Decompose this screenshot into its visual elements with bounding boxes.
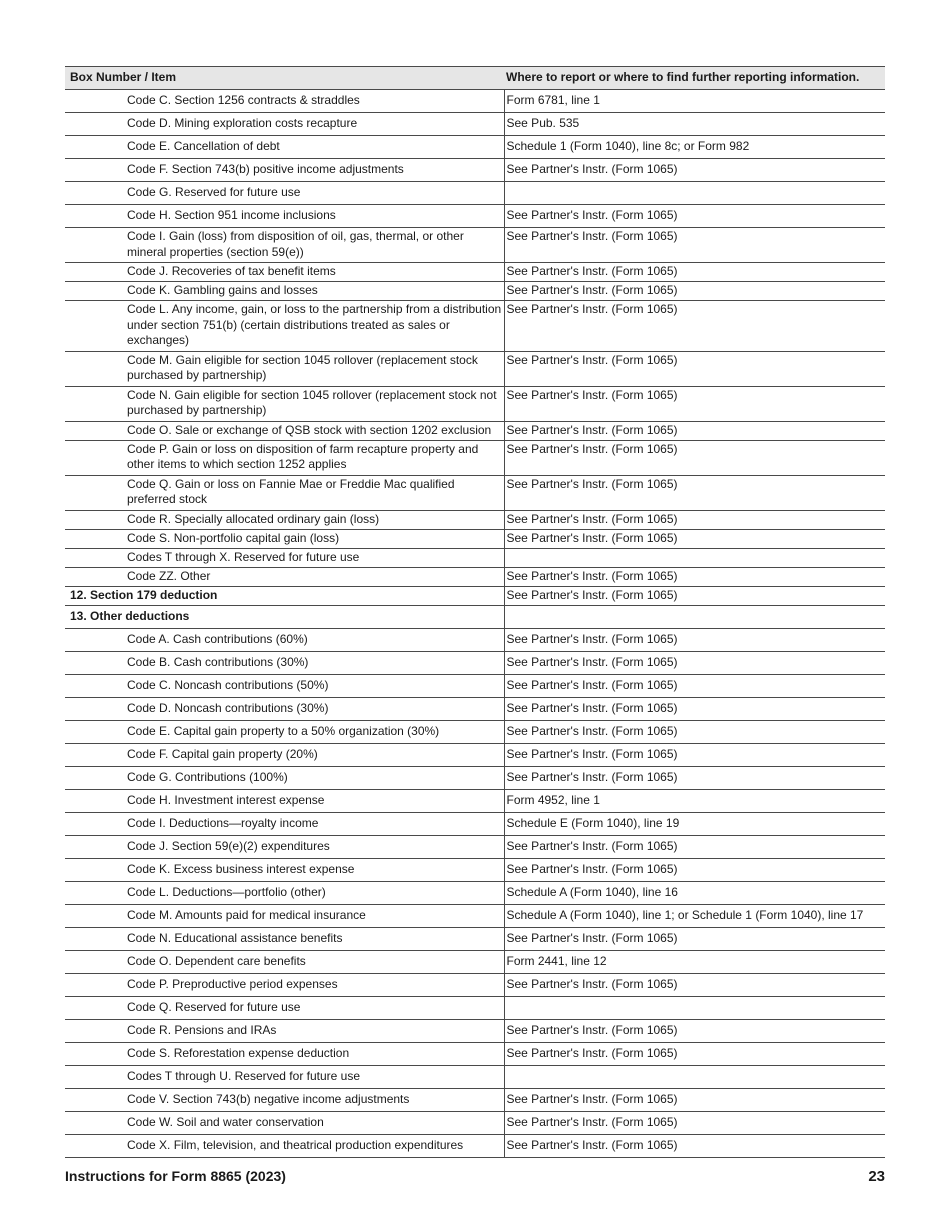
table-row (65, 651, 885, 674)
table-body (65, 90, 885, 1158)
table-row (65, 904, 885, 927)
reporting-location-cell: See Partner's Instr. (Form 1065) (504, 720, 885, 743)
indent-cell (65, 90, 124, 113)
table-row (65, 950, 885, 973)
code-item-cell: Code Q. Reserved for future use (124, 996, 504, 1019)
code-item-cell: Code L. Any income, gain, or loss to the partnership from a distribution under section 751(b) (certain distributions treated as sales or exchanges) (124, 301, 504, 352)
indent-cell (65, 950, 124, 973)
reporting-location-cell (504, 605, 885, 628)
code-item-cell: Code K. Gambling gains and losses (124, 282, 504, 301)
code-item-cell: Code W. Soil and water conservation (124, 1111, 504, 1134)
indent-cell (65, 1088, 124, 1111)
indent-cell (65, 927, 124, 950)
code-item-cell: Code K. Excess business interest expense (124, 858, 504, 881)
table-row (65, 90, 885, 113)
reporting-location-cell: Schedule E (Form 1040), line 19 (504, 812, 885, 835)
section-row (65, 605, 885, 628)
table-row (65, 973, 885, 996)
table-header-row (65, 67, 885, 90)
reporting-location-cell: See Partner's Instr. (Form 1065) (504, 1134, 885, 1157)
table-row (65, 766, 885, 789)
reporting-location-cell (504, 1065, 885, 1088)
section-heading: 13. Other deductions (65, 605, 504, 628)
reporting-location-cell: See Partner's Instr. (Form 1065) (504, 301, 885, 352)
page-number: 23 (868, 1168, 885, 1185)
reporting-location-cell: See Partner's Instr. (Form 1065) (504, 159, 885, 182)
reporting-location-cell: See Partner's Instr. (Form 1065) (504, 858, 885, 881)
reporting-location-cell (504, 548, 885, 567)
indent-cell (65, 651, 124, 674)
code-item-cell: Code ZZ. Other (124, 567, 504, 586)
code-item-cell: Code G. Contributions (100%) (124, 766, 504, 789)
table-row (65, 159, 885, 182)
table-row (65, 1134, 885, 1157)
column-header-item: Box Number / Item (65, 67, 504, 90)
reporting-location-cell: See Partner's Instr. (Form 1065) (504, 228, 885, 263)
indent-cell (65, 351, 124, 386)
reporting-location-cell: Schedule A (Form 1040), line 1; or Schedule 1 (Form 1040), line 17 (504, 904, 885, 927)
indent-cell (65, 228, 124, 263)
code-item-cell: Code R. Pensions and IRAs (124, 1019, 504, 1042)
indent-cell (65, 1111, 124, 1134)
reporting-location-cell: See Partner's Instr. (Form 1065) (504, 386, 885, 421)
reporting-location-cell: See Partner's Instr. (Form 1065) (504, 263, 885, 282)
reporting-location-cell: Schedule 1 (Form 1040), line 8c; or Form 982 (504, 136, 885, 159)
section-heading: 12. Section 179 deduction (65, 586, 504, 605)
code-item-cell: Code L. Deductions—portfolio (other) (124, 881, 504, 904)
table-row (65, 205, 885, 228)
table-row (65, 1065, 885, 1088)
table-row (65, 351, 885, 386)
code-item-cell: Code I. Gain (loss) from disposition of oil, gas, thermal, or other mineral properties (section 59(e)) (124, 228, 504, 263)
table-row (65, 1019, 885, 1042)
table-row (65, 529, 885, 548)
indent-cell (65, 904, 124, 927)
reporting-location-cell: See Partner's Instr. (Form 1065) (504, 529, 885, 548)
indent-cell (65, 282, 124, 301)
reporting-location-cell: See Partner's Instr. (Form 1065) (504, 440, 885, 475)
indent-cell (65, 1065, 124, 1088)
code-item-cell: Code I. Deductions—royalty income (124, 812, 504, 835)
reporting-location-cell: See Partner's Instr. (Form 1065) (504, 835, 885, 858)
code-item-cell: Code F. Section 743(b) positive income adjustments (124, 159, 504, 182)
code-item-cell: Code H. Investment interest expense (124, 789, 504, 812)
code-item-cell: Code Q. Gain or loss on Fannie Mae or Freddie Mac qualified preferred stock (124, 475, 504, 510)
indent-cell (65, 881, 124, 904)
table-row (65, 743, 885, 766)
reporting-location-cell: See Partner's Instr. (Form 1065) (504, 1019, 885, 1042)
table-row (65, 301, 885, 352)
table-row (65, 697, 885, 720)
indent-cell (65, 835, 124, 858)
table-row (65, 674, 885, 697)
table-row (65, 182, 885, 205)
indent-cell (65, 159, 124, 182)
code-item-cell: Code H. Section 951 income inclusions (124, 205, 504, 228)
indent-cell (65, 1019, 124, 1042)
codes-table (65, 66, 885, 1158)
indent-cell (65, 182, 124, 205)
code-item-cell: Code G. Reserved for future use (124, 182, 504, 205)
indent-cell (65, 567, 124, 586)
table-row (65, 440, 885, 475)
table-row (65, 567, 885, 586)
indent-cell (65, 386, 124, 421)
indent-cell (65, 697, 124, 720)
indent-cell (65, 720, 124, 743)
reporting-location-cell: Form 2441, line 12 (504, 950, 885, 973)
code-item-cell: Code O. Dependent care benefits (124, 950, 504, 973)
table-row (65, 720, 885, 743)
reporting-location-cell: See Partner's Instr. (Form 1065) (504, 351, 885, 386)
reporting-location-cell: See Partner's Instr. (Form 1065) (504, 586, 885, 605)
indent-cell (65, 548, 124, 567)
code-item-cell: Code A. Cash contributions (60%) (124, 628, 504, 651)
code-item-cell: Code P. Preproductive period expenses (124, 973, 504, 996)
reporting-location-cell: See Partner's Instr. (Form 1065) (504, 651, 885, 674)
indent-cell (65, 1042, 124, 1065)
reporting-location-cell: See Partner's Instr. (Form 1065) (504, 973, 885, 996)
code-item-cell: Code D. Mining exploration costs recapture (124, 113, 504, 136)
indent-cell (65, 996, 124, 1019)
code-item-cell: Code P. Gain or loss on disposition of farm recapture property and other items to which section 1252 applies (124, 440, 504, 475)
table-row (65, 835, 885, 858)
table-row (65, 548, 885, 567)
reporting-location-cell: See Partner's Instr. (Form 1065) (504, 1088, 885, 1111)
code-item-cell: Code M. Amounts paid for medical insurance (124, 904, 504, 927)
indent-cell (65, 628, 124, 651)
code-item-cell: Code J. Section 59(e)(2) expenditures (124, 835, 504, 858)
table-row (65, 113, 885, 136)
table-row (65, 386, 885, 421)
reporting-location-cell (504, 182, 885, 205)
code-item-cell: Code B. Cash contributions (30%) (124, 651, 504, 674)
reporting-location-cell: See Partner's Instr. (Form 1065) (504, 697, 885, 720)
indent-cell (65, 743, 124, 766)
reporting-location-cell: See Partner's Instr. (Form 1065) (504, 421, 885, 440)
indent-cell (65, 1134, 124, 1157)
reporting-location-cell: See Partner's Instr. (Form 1065) (504, 510, 885, 529)
reporting-location-cell: Form 4952, line 1 (504, 789, 885, 812)
table-row (65, 927, 885, 950)
table-row (65, 421, 885, 440)
code-item-cell: Code D. Noncash contributions (30%) (124, 697, 504, 720)
code-item-cell: Code S. Non-portfolio capital gain (loss) (124, 529, 504, 548)
table-row (65, 858, 885, 881)
table-row (65, 996, 885, 1019)
reporting-location-cell: See Partner's Instr. (Form 1065) (504, 1042, 885, 1065)
indent-cell (65, 529, 124, 548)
reporting-location-cell: See Partner's Instr. (Form 1065) (504, 674, 885, 697)
section-row (65, 586, 885, 605)
column-header-where: Where to report or where to find further reporting information. (504, 67, 885, 90)
reporting-location-cell: See Partner's Instr. (Form 1065) (504, 567, 885, 586)
indent-cell (65, 766, 124, 789)
code-item-cell: Code C. Section 1256 contracts & straddles (124, 90, 504, 113)
indent-cell (65, 301, 124, 352)
reporting-location-cell: See Partner's Instr. (Form 1065) (504, 475, 885, 510)
table-row (65, 812, 885, 835)
footer-title: Instructions for Form 8865 (2023) (65, 1168, 286, 1184)
code-item-cell: Code N. Gain eligible for section 1045 rollover (replacement stock not purchased by partnership) (124, 386, 504, 421)
code-item-cell: Code S. Reforestation expense deduction (124, 1042, 504, 1065)
indent-cell (65, 789, 124, 812)
reporting-location-cell: See Pub. 535 (504, 113, 885, 136)
code-item-cell: Code V. Section 743(b) negative income adjustments (124, 1088, 504, 1111)
code-item-cell: Code M. Gain eligible for section 1045 rollover (replacement stock purchased by partnership) (124, 351, 504, 386)
indent-cell (65, 973, 124, 996)
reporting-location-cell: See Partner's Instr. (Form 1065) (504, 628, 885, 651)
table-row (65, 263, 885, 282)
indent-cell (65, 674, 124, 697)
indent-cell (65, 812, 124, 835)
code-item-cell: Code O. Sale or exchange of QSB stock with section 1202 exclusion (124, 421, 504, 440)
code-item-cell: Code C. Noncash contributions (50%) (124, 674, 504, 697)
indent-cell (65, 510, 124, 529)
code-item-cell: Codes T through U. Reserved for future use (124, 1065, 504, 1088)
reporting-location-cell: See Partner's Instr. (Form 1065) (504, 766, 885, 789)
code-item-cell: Code N. Educational assistance benefits (124, 927, 504, 950)
indent-cell (65, 113, 124, 136)
reporting-location-cell: See Partner's Instr. (Form 1065) (504, 205, 885, 228)
reporting-location-cell: See Partner's Instr. (Form 1065) (504, 282, 885, 301)
table-row (65, 475, 885, 510)
table-row (65, 1042, 885, 1065)
table-row (65, 881, 885, 904)
table-row (65, 228, 885, 263)
reporting-location-cell: Schedule A (Form 1040), line 16 (504, 881, 885, 904)
table-row (65, 1111, 885, 1134)
reporting-location-cell: Form 6781, line 1 (504, 90, 885, 113)
table-row (65, 1088, 885, 1111)
table-row (65, 282, 885, 301)
indent-cell (65, 440, 124, 475)
code-item-cell: Code E. Cancellation of debt (124, 136, 504, 159)
table-row (65, 136, 885, 159)
reporting-location-cell: See Partner's Instr. (Form 1065) (504, 1111, 885, 1134)
code-item-cell: Code F. Capital gain property (20%) (124, 743, 504, 766)
code-item-cell: Code X. Film, television, and theatrical production expenditures (124, 1134, 504, 1157)
reporting-location-cell: See Partner's Instr. (Form 1065) (504, 743, 885, 766)
reporting-location-cell (504, 996, 885, 1019)
indent-cell (65, 205, 124, 228)
table-row (65, 789, 885, 812)
indent-cell (65, 475, 124, 510)
code-item-cell: Code J. Recoveries of tax benefit items (124, 263, 504, 282)
indent-cell (65, 136, 124, 159)
indent-cell (65, 858, 124, 881)
code-item-cell: Code E. Capital gain property to a 50% organization (30%) (124, 720, 504, 743)
reporting-location-cell: See Partner's Instr. (Form 1065) (504, 927, 885, 950)
code-item-cell: Codes T through X. Reserved for future use (124, 548, 504, 567)
table-row (65, 628, 885, 651)
table-row (65, 510, 885, 529)
indent-cell (65, 421, 124, 440)
code-item-cell: Code R. Specially allocated ordinary gain (loss) (124, 510, 504, 529)
indent-cell (65, 263, 124, 282)
